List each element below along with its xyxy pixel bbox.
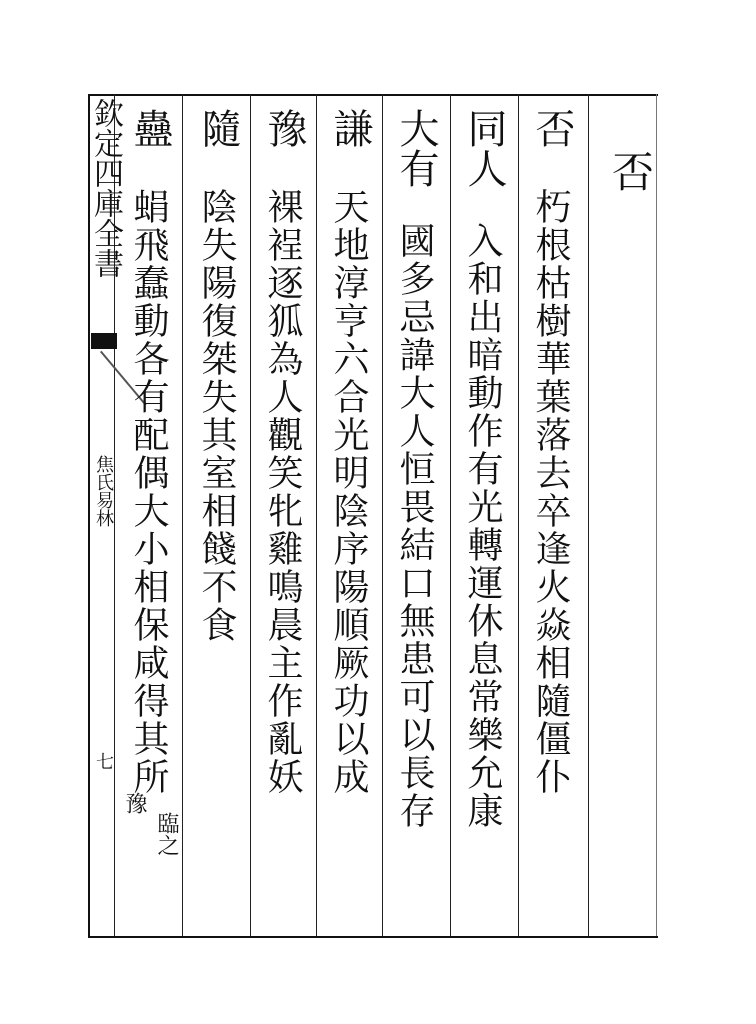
margin-book-title: 焦氏易林: [93, 455, 114, 527]
annotation-note: 豫: [122, 792, 147, 814]
column-rule: [182, 94, 183, 936]
entry-head: 蠱: [127, 108, 173, 148]
entry-text: 陰失陽復桀失其室相餞不食: [196, 188, 237, 644]
entry-text: 國多忌諱大人恒畏結口無患可以長存: [394, 222, 435, 830]
column-rule: [518, 94, 519, 936]
entry-head: 謙: [327, 108, 373, 148]
annotation-note: 臨之: [154, 812, 179, 856]
column-rule: [382, 94, 383, 936]
entry-text: 入和出暗動作有光轉運休息常樂允康: [462, 222, 503, 830]
entry-head: 豫: [261, 108, 307, 148]
fish-tail-mark: [91, 333, 117, 349]
column-rule: [450, 94, 451, 936]
entry-text: 天地淳亨六合光明陰序陽順厥功以成: [328, 188, 369, 796]
entry-head: 隨: [195, 108, 241, 148]
entry-head: 否: [529, 108, 575, 148]
frame-right-rule: [656, 94, 657, 936]
column-rule: [250, 94, 251, 936]
entry-text: 朽根枯樹華葉落去卒逢火焱相隨僵仆: [530, 188, 571, 796]
margin-collection-title: 欽定四庫全書: [88, 98, 123, 278]
entry-head: 同人: [461, 108, 507, 188]
column-rule: [588, 94, 589, 936]
column-rule: [316, 94, 317, 936]
entry-text: 裸裎逐狐為人觀笑牝雞鳴晨主作亂妖: [262, 188, 303, 796]
page-number: 七: [93, 752, 114, 770]
entry-head: 大有: [393, 108, 439, 188]
section-title: 否: [606, 150, 655, 192]
entry-text: 蜎飛蠢動各有配偶大小相保咸得其所: [128, 188, 169, 796]
